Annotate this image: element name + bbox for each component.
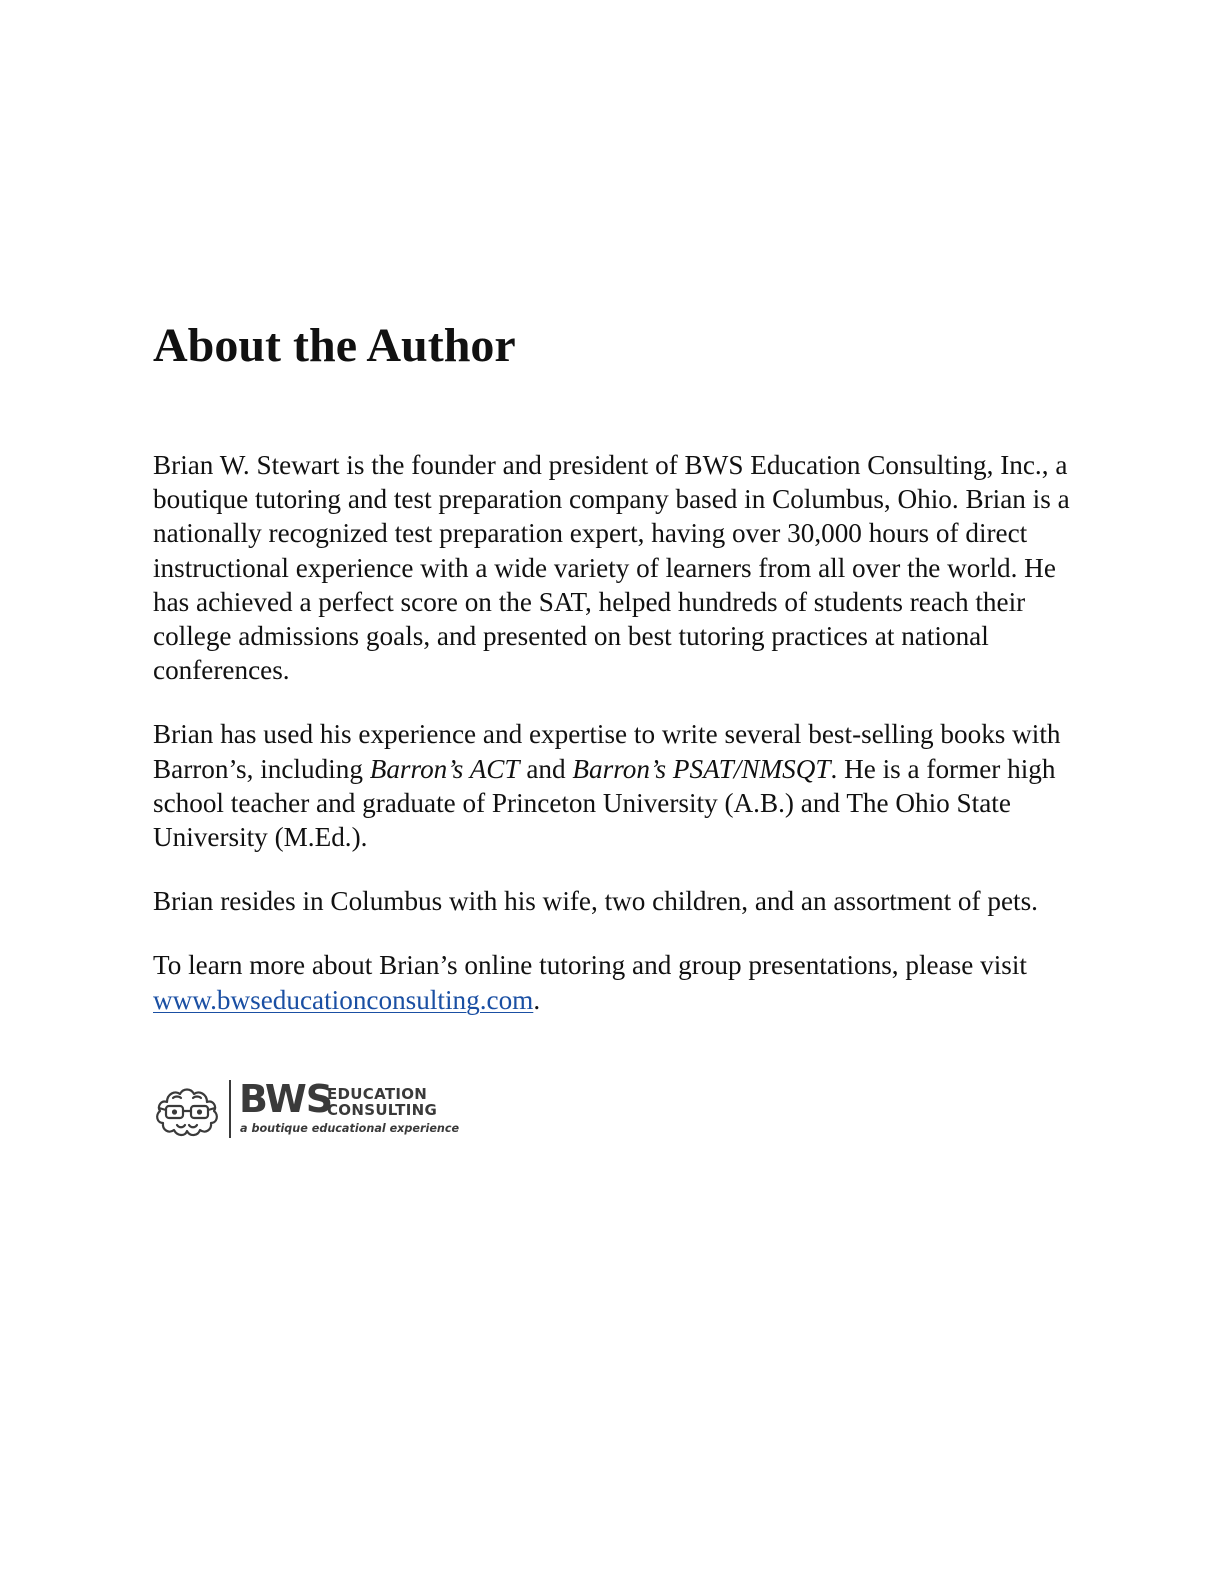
bio-paragraph-4-text: To learn more about Brian’s online tutoring and group presentations, please visit bbox=[153, 950, 1027, 981]
logo-tagline: a boutique educational experience bbox=[240, 1122, 460, 1135]
bio-paragraph-4-period: . bbox=[533, 984, 541, 1015]
bio-paragraph-2 bbox=[153, 717, 1073, 854]
bio-paragraph-3: Brian resides in Columbus with his wife, two children, and an assortment of pets. bbox=[153, 886, 1038, 917]
book-title-act: Barron’s ACT bbox=[369, 753, 520, 784]
website-link[interactable]: www.bwseducationconsulting.com bbox=[153, 984, 534, 1015]
bio-paragraph-1: Brian W. Stewart is the founder and president of BWS Education Consulting, Inc., a boutique tutoring and test preparation company based in Columbus, Ohio. Brian is a nationally recognized test preparation expert, having over 30,000 hours of direct instructional experience with a wide variety of learners from all over the world. He has achieved a perfect score on the SAT, helped hundreds of students reach their college admissions goals, and presented on best tutoring practices at national conferences. bbox=[153, 450, 1070, 686]
bws-logo bbox=[153, 1076, 460, 1142]
book-title-psat: Barron’s PSAT/NMSQT bbox=[572, 753, 831, 784]
bio-paragraph-4 bbox=[153, 948, 1073, 1016]
logo-education-text: EDUCATION bbox=[327, 1085, 428, 1103]
logo-divider bbox=[229, 1080, 231, 1138]
logo-wordmark: BWS bbox=[239, 1077, 333, 1121]
bio-paragraph-2-conjunction: and bbox=[519, 753, 573, 784]
brain-with-glasses-icon bbox=[153, 1080, 221, 1140]
bio-paragraph-2-text: Brian has used his experience and expertise to write several best-selling books with Barron’s, including bbox=[153, 719, 1061, 784]
page-title: About the Author bbox=[153, 319, 516, 372]
logo-consulting-text: CONSULTING bbox=[327, 1101, 438, 1119]
author-bio bbox=[153, 448, 1073, 1047]
bio-paragraph-2-rest: . He is a former high school teacher and graduate of Princeton University (A.B.) and The Ohio State University (M.Ed.). bbox=[153, 753, 1056, 853]
